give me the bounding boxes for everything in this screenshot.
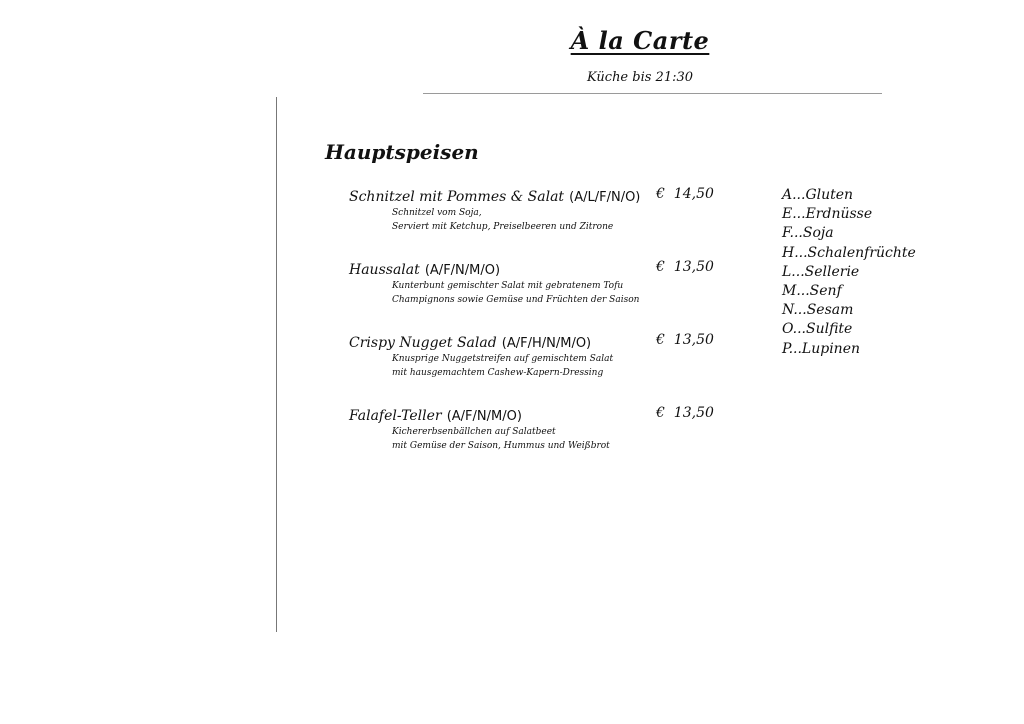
section-title: Hauptspeisen bbox=[325, 140, 479, 164]
dish-price: € 13,50 bbox=[656, 405, 714, 421]
legend-item: M...Senf bbox=[782, 283, 842, 300]
dish-description: Champignons sowie Gemüse und Früchten der Saison bbox=[392, 295, 640, 305]
kitchen-hours: Küche bis 21:30 bbox=[586, 70, 694, 85]
dish-price: € 13,50 bbox=[656, 259, 714, 275]
allergen-legend bbox=[782, 186, 916, 359]
dish-description: mit hausgemachtem Cashew-Kapern-Dressing bbox=[392, 368, 604, 378]
legend-item: P...Lupinen bbox=[782, 340, 861, 357]
dish-price: € 14,50 bbox=[656, 186, 714, 202]
legend-item: E...Erdnüsse bbox=[782, 206, 873, 223]
dish-allergens: (A/F/N/M/O) bbox=[424, 263, 501, 278]
menu-item bbox=[349, 259, 729, 307]
dish-allergens: (A/F/H/N/M/O) bbox=[501, 336, 592, 351]
dish-description: Serviert mit Ketchup, Preiselbeeren und Zitrone bbox=[392, 222, 614, 232]
page-title: À la Carte bbox=[570, 26, 710, 55]
dish-name: Haussalat bbox=[349, 262, 420, 278]
dish-name: Crispy Nugget Salad bbox=[349, 335, 497, 351]
legend-item: N...Sesam bbox=[782, 302, 854, 319]
menu-item bbox=[349, 405, 729, 453]
legend-item: L...Sellerie bbox=[782, 263, 860, 280]
dish-price: € 13,50 bbox=[656, 332, 714, 348]
dish-description: Schnitzel vom Soja, bbox=[392, 208, 482, 218]
header-divider bbox=[423, 93, 882, 94]
dish-description: Kunterbunt gemischter Salat mit gebratenem Tofu bbox=[392, 281, 624, 291]
legend-item: F...Soja bbox=[782, 225, 834, 242]
dish-allergens: (A/L/F/N/O) bbox=[569, 190, 641, 205]
menu-item bbox=[349, 186, 729, 234]
legend-item: A...Gluten bbox=[782, 187, 854, 203]
dish-description: mit Gemüse der Saison, Hummus und Weißbrot bbox=[392, 441, 610, 451]
dish-description: Kichererbsenbällchen auf Salatbeet bbox=[392, 427, 556, 437]
dish-name: Schnitzel mit Pommes & Salat bbox=[349, 189, 565, 205]
left-margin-line bbox=[276, 97, 277, 632]
dish-name: Falafel-Teller bbox=[349, 408, 442, 424]
dish-description: Knusprige Nuggetstreifen auf gemischtem Salat bbox=[392, 354, 614, 364]
menu-item bbox=[349, 332, 729, 380]
legend-item: H...Schalenfrüchte bbox=[782, 244, 916, 261]
dish-allergens: (A/F/N/M/O) bbox=[446, 409, 522, 424]
legend-item: O...Sulfite bbox=[782, 321, 853, 338]
